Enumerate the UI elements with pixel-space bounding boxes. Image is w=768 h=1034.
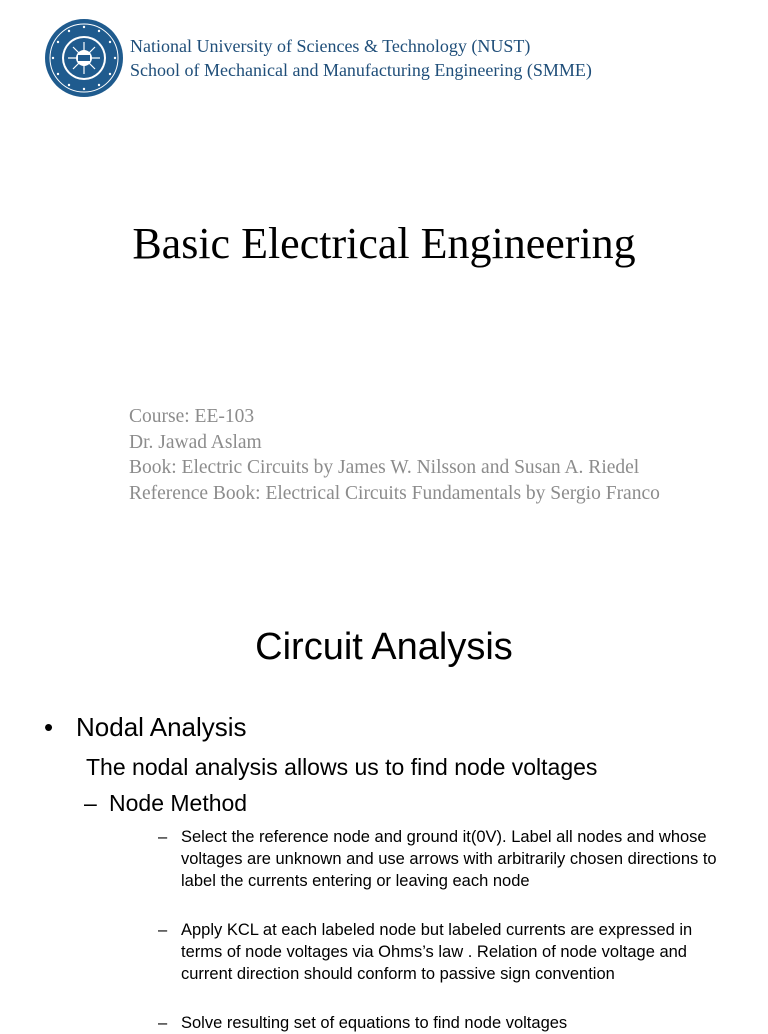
step-text: Select the reference node and ground it(0V). Label all nodes and whose voltages are unknown and use arrows with arbitrarily chosen directions to label the currents entering or leaving each node xyxy=(181,828,717,890)
school-name: School of Mechanical and Manufacturing Engineering (SMME) xyxy=(130,60,592,80)
bullet-item xyxy=(44,712,247,743)
step-item xyxy=(158,826,718,892)
step-item xyxy=(158,919,718,985)
bullet-text: Nodal Analysis xyxy=(76,712,247,742)
textbook: Book: Electric Circuits by James W. Nilsson and Susan A. Riedel xyxy=(129,457,640,478)
institution-name: National University of Sciences & Technology (NUST) xyxy=(130,36,531,56)
step-item xyxy=(158,1012,718,1034)
sub-bullet-item xyxy=(84,790,247,817)
university-logo xyxy=(44,18,124,98)
step-text: Apply KCL at each labeled node but labeled currents are expressed in terms of node voltages via Ohms’s law . Relation of node voltage and current direction should conform to passive sign convention xyxy=(181,921,693,983)
page-title: Basic Electrical Engineering xyxy=(132,219,636,268)
reference-book: Reference Book: Electrical Circuits Fundamentals by Sergio Franco xyxy=(129,482,660,504)
course-code: Course: EE-103 xyxy=(129,406,255,427)
dash-marker: – xyxy=(158,921,168,939)
dash-marker: – xyxy=(158,1014,168,1032)
instructor-name: Dr. Jawad Aslam xyxy=(129,431,262,453)
bullet-paragraph: The nodal analysis allows us to find node voltages xyxy=(86,754,598,780)
slide-title: Circuit Analysis xyxy=(255,626,513,668)
course-info xyxy=(129,404,729,506)
bullet-dot: • xyxy=(44,712,54,742)
nust-emblem-icon xyxy=(44,18,124,98)
content-slide xyxy=(0,576,768,1032)
sub-bullet-text: Node Method xyxy=(109,790,248,816)
dash-marker: – xyxy=(158,828,168,846)
step-text: Solve resulting set of equations to find node voltages xyxy=(181,1014,568,1032)
dash-marker: – xyxy=(84,790,97,816)
